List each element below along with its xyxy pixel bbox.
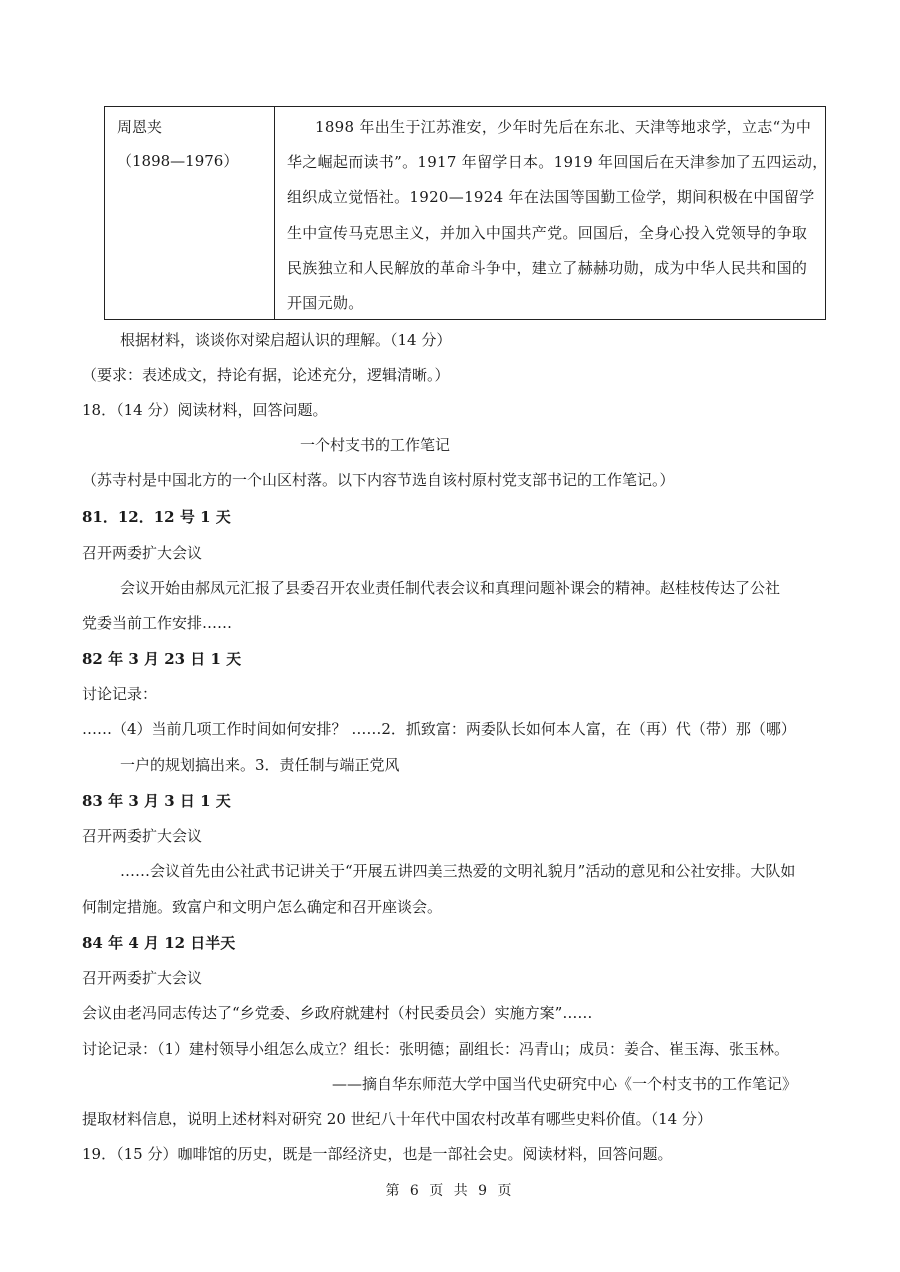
entry-date: 81．12．12 号 1 天	[82, 508, 231, 526]
entry-text: 讨论记录：（1）建村领导小组怎么成立？组长：张明德；副组长：冯青山；成员：姜合、崔玉海、张玉林。	[82, 1040, 790, 1058]
person-years: （1898—1976）	[117, 152, 239, 170]
person-name: 周恩夹	[117, 118, 163, 136]
person-cell	[105, 107, 275, 319]
entry-date: 83 年 3 月 3 日 1 天	[82, 792, 231, 810]
entry-text: 何制定措施。致富户和文明户怎么确定和召开座谈会。	[82, 898, 443, 916]
q18-question: 提取材料信息，说明上述材料对研究 20 世纪八十年代中国农村改革有哪些史料价值。（14 分）	[82, 1110, 712, 1128]
entry-type: 召开两委扩大会议	[82, 969, 203, 987]
bio-line: 组织成立觉悟社。1920—1924 年在法国等国勤工俭学，期间积极在中国留学	[287, 188, 815, 206]
biography-cell	[275, 107, 828, 319]
bio-line: 开国元勋。	[287, 294, 364, 312]
bio-line: 民族独立和人民解放的革命斗争中，建立了赫赫功勋，成为中华人民共和国的	[287, 259, 808, 277]
bio-line: 1898 年出生于江苏淮安，少年时先后在东北、天津等地求学，立志“为中	[315, 118, 812, 136]
page-number: 第 6 页 共 9 页	[385, 1183, 515, 1199]
biography-table	[104, 106, 826, 320]
entry-type: 召开两委扩大会议	[82, 827, 203, 845]
entry-text: 会议开始由郝凤元汇报了县委召开农业责任制代表会议和真理问题补课会的精神。赵桂枝传达了公社	[120, 579, 781, 597]
q17-prompt: 根据材料，谈谈你对梁启超认识的理解。（14 分）	[120, 331, 452, 349]
q19-heading: 19．（15 分）咖啡馆的历史，既是一部经济史，也是一部社会史。阅读材料，回答问题。	[82, 1145, 673, 1163]
bio-line: 生中宣传马克思主义，并加入中国共产党。回国后，全身心投入党领导的争取	[287, 224, 808, 242]
source-citation: ——摘自华东师范大学中国当代史研究中心《一个村支书的工作笔记》	[332, 1075, 798, 1093]
entry-text: 党委当前工作安排……	[82, 614, 233, 632]
entry-type: 召开两委扩大会议	[82, 544, 203, 562]
entry-text: 一户的规划搞出来。3．责任制与端正党风	[120, 756, 400, 774]
entry-text: 会议由老冯同志传达了“乡党委、乡政府就建村（村民委员会）实施方案”……	[82, 1004, 593, 1022]
entry-date: 82 年 3 月 23 日 1 天	[82, 650, 242, 668]
entry-text: ……（4）当前几项工作时间如何安排？ ……2．抓致富：两委队长如何本人富，在（再）代（带）那（哪）	[82, 720, 796, 738]
entry-text: ……会议首先由公社武书记讲关于“开展五讲四美三热爱的文明礼貌月”活动的意见和公社安排。大队如	[120, 862, 796, 880]
q18-heading: 18．（14 分）阅读材料，回答问题。	[82, 401, 328, 419]
q17-requirement: （要求：表述成文，持论有据，论述充分，逻辑清晰。）	[82, 366, 450, 384]
bio-line: 华之崛起而读书”。1917 年留学日本。1919 年回国后在天津参加了五四运动，	[287, 153, 828, 171]
entry-type: 讨论记录：	[82, 685, 158, 703]
entry-date: 84 年 4 月 12 日半天	[82, 934, 236, 952]
q18-title: 一个村支书的工作笔记	[300, 436, 451, 454]
q18-intro: （苏寺村是中国北方的一个山区村落。以下内容节选自该村原村党支部书记的工作笔记。）	[82, 471, 675, 489]
